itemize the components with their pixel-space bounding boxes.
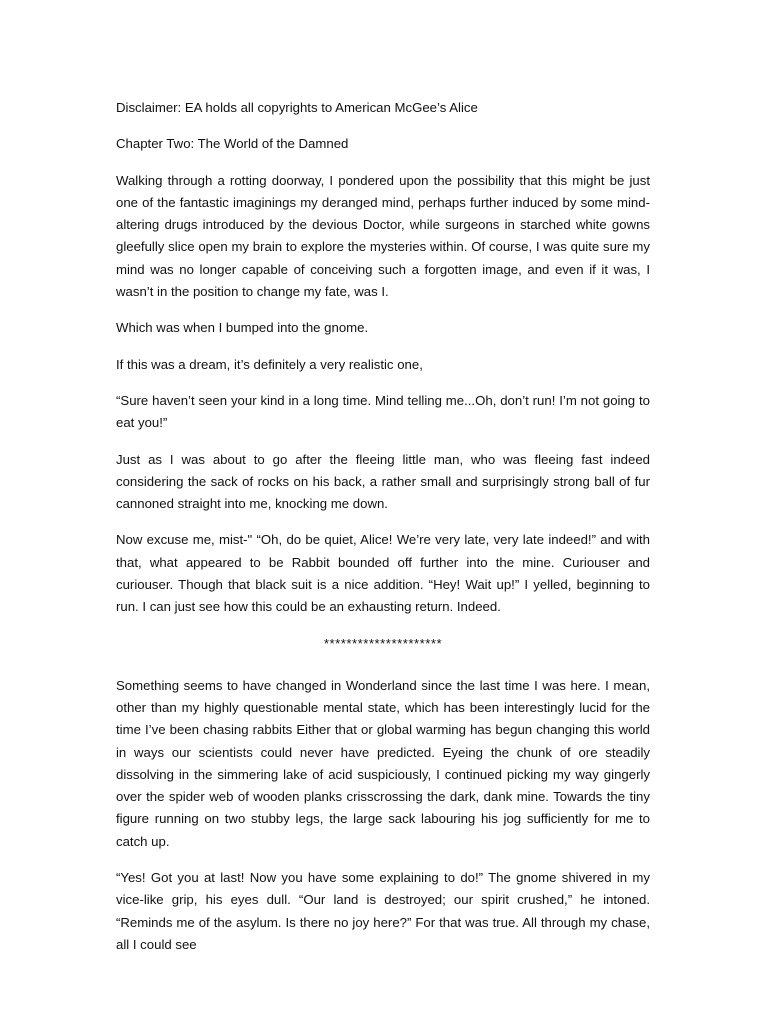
paragraph: “Yes! Got you at last! Now you have some explaining to do!” The gnome shivered in my vice-like grip, his eyes dull. “Our land is destroyed; our spirit crushed,” he intoned. “Reminds me of the asylum. Is there no joy here?” For that was true. All through my chase, all I could see xyxy=(116,870,650,952)
section-separator: ********************* xyxy=(323,635,443,651)
paragraph: If this was a dream, it’s definitely a very realistic one, xyxy=(116,356,423,372)
paragraph: Just as I was about to go after the fleeing little man, who was fleeing fast indeed considering the sack of rocks on his back, a rather small and surprisingly strong ball of fur cannoned straight into me, knocking me down. xyxy=(116,451,650,512)
paragraph: Which was when I bumped into the gnome. xyxy=(116,320,369,336)
paragraph: “Sure haven’t seen your kind in a long time. Mind telling me...Oh, don’t run! I’m not going to eat you!” xyxy=(116,392,650,431)
paragraph: Now excuse me, mist-" “Oh, do be quiet, Alice! We’re very late, very late indeed!” and with that, what appeared to be Rabbit bounded off further into the mine. Curiouser and curiouser. Though that black suit is a nice addition. “Hey! Wait up!” I yelled, beginning to run. I can just see how this could be an exhausting return. Indeed. xyxy=(116,532,650,615)
chapter-title: Chapter Two: The World of the Damned xyxy=(116,136,349,152)
disclaimer: Disclaimer: EA holds all copyrights to American McGee’s Alice xyxy=(116,100,478,115)
paragraph: Something seems to have changed in Wonderland since the last time I was here. I mean, other than my highly questionable mental state, which has been interestingly lucid for the time I’ve been chasing rabbits Either that or global warming has begun changing this world in ways our scientists could never have predicted. Eyeing the chunk of ore steadily dissolving in the simmering lake of acid suspiciously, I continued picking my way gingerly over the spider web of wooden planks crisscrossing the dark, dank mine. Towards the tiny figure running on two stubby legs, the large sack labouring his jog sufficiently for me to catch up. xyxy=(116,677,650,849)
paragraph: Walking through a rotting doorway, I pondered upon the possibility that this might be just one of the fantastic imaginings my deranged mind, perhaps further induced by some mind-altering drugs introduced by the devious Doctor, while surgeons in starched white gowns gleefully slice open my brain to explore the mysteries within. Of course, I was quite sure my mind was no longer capable of conceiving such a forgotten image, and even if it was, I wasn’t in the position to change my fate, was I. xyxy=(116,172,650,300)
